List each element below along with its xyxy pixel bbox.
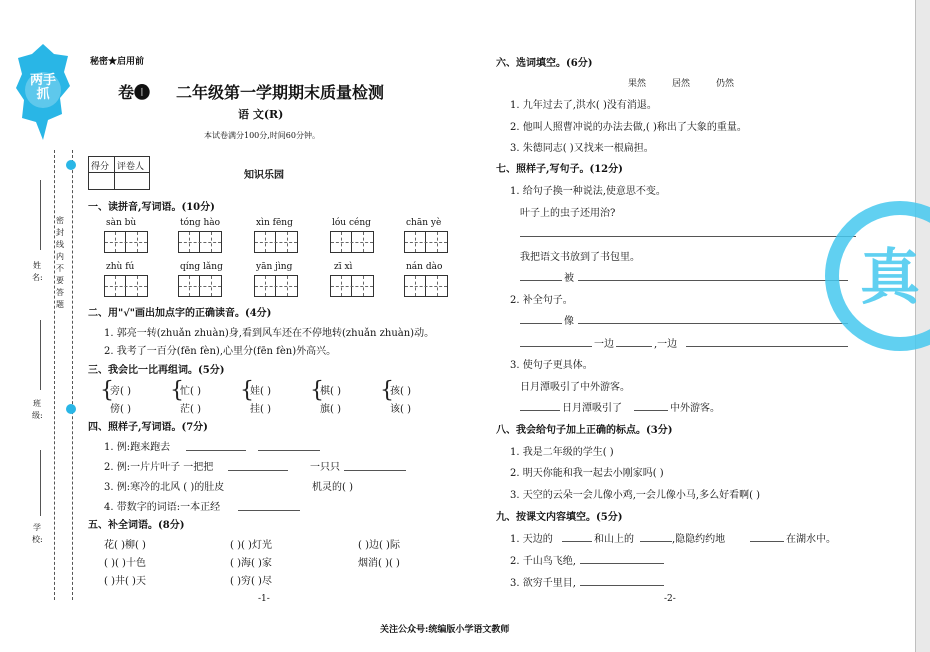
exam-subject: 语 文(R) bbox=[238, 108, 284, 121]
q5-cell[interactable]: 花( )柳( ) bbox=[104, 540, 146, 551]
q3-word[interactable]: 棋( ) bbox=[320, 386, 341, 397]
binding-hole-2 bbox=[66, 404, 76, 414]
q7-word: 一边 bbox=[594, 339, 614, 350]
q3-word[interactable]: 旁( ) bbox=[110, 386, 131, 397]
q9-text: 2. 千山鸟飞绝, bbox=[510, 556, 576, 567]
q6-item: 1. 九年过去了,洪水( )没有消退。 bbox=[510, 100, 657, 111]
q9-text: 在湖水中。 bbox=[786, 534, 836, 545]
q3-word[interactable]: 挂( ) bbox=[250, 404, 271, 415]
q7-example: 日月潭吸引了中外游客。 bbox=[520, 382, 630, 393]
answer-line[interactable] bbox=[634, 410, 668, 411]
stamp-text: 真 bbox=[860, 243, 920, 313]
q7-example: 我把语文书放到了书包里。 bbox=[520, 252, 640, 263]
q3-word[interactable]: 旗( ) bbox=[320, 404, 341, 415]
answer-line[interactable] bbox=[580, 585, 664, 586]
pinyin-label: nán dào bbox=[406, 262, 443, 272]
answer-line[interactable] bbox=[750, 541, 784, 542]
exam-volume: 卷❶ bbox=[118, 83, 151, 102]
q9-title: 九、按课文内容填空。(5分) bbox=[496, 512, 623, 523]
writing-grid[interactable] bbox=[330, 231, 374, 253]
binding-hole-1 bbox=[66, 160, 76, 170]
q5-cell[interactable]: ( )海( )家 bbox=[230, 558, 272, 569]
q7-word: 中外游客。 bbox=[670, 403, 720, 414]
q2-item: 2. 我考了一百分(fēn fèn),心里分(fēn fèn)外高兴。 bbox=[104, 346, 337, 357]
writing-grid[interactable] bbox=[178, 231, 222, 253]
q7-word: 日月潭吸引了 bbox=[562, 403, 622, 414]
pinyin-label: qíng lǎng bbox=[180, 262, 223, 272]
q9-text: ,隐隐约约地 bbox=[672, 534, 726, 545]
q4-item: 3. 例:寒冷的北风 ( )的肚皮 bbox=[104, 482, 225, 493]
q1-title: 一、读拼音,写词语。(10分) bbox=[88, 202, 215, 213]
name-label: 姓名: bbox=[32, 261, 43, 282]
answer-line[interactable] bbox=[520, 346, 592, 347]
score-col-label: 得分 bbox=[91, 162, 110, 172]
q6-item: 3. 朱德同志( )又找来一根扁担。 bbox=[510, 143, 654, 154]
q8-item: 1. 我是二年级的学生( ) bbox=[510, 447, 614, 458]
q7-item: 1. 给句子换一种说法,使意思不变。 bbox=[510, 186, 666, 197]
q7-example: 叶子上的虫子还用治? bbox=[520, 208, 616, 219]
q8-item: 3. 天空的云朵一会儿像小鸡,一会儿像小马,多么好看啊( ) bbox=[510, 490, 761, 501]
brace: { bbox=[100, 378, 114, 403]
score-table-vline bbox=[114, 157, 115, 189]
class-field[interactable] bbox=[40, 320, 41, 390]
pinyin-label: zhù fú bbox=[106, 262, 135, 272]
answer-line[interactable] bbox=[616, 346, 652, 347]
answer-line[interactable] bbox=[238, 510, 300, 511]
brace: { bbox=[310, 378, 324, 403]
q3-word[interactable]: 傍( ) bbox=[110, 404, 131, 415]
pinyin-label: sàn bù bbox=[106, 218, 137, 228]
answer-line[interactable] bbox=[578, 323, 848, 324]
answer-line[interactable] bbox=[562, 541, 592, 542]
q4-title: 四、照样子,写词语。(7分) bbox=[88, 422, 208, 433]
q8-title: 八、我会给句子加上正确的标点。(3分) bbox=[496, 425, 673, 436]
answer-line[interactable] bbox=[520, 410, 560, 411]
q5-title: 五、补全词语。(8分) bbox=[88, 520, 185, 531]
section-title: 知识乐园 bbox=[244, 170, 284, 181]
q6-title: 六、选词填空。(6分) bbox=[496, 58, 593, 69]
top-label: 秘密★启用前 bbox=[90, 57, 145, 67]
q3-word[interactable]: 茫( ) bbox=[180, 404, 201, 415]
q3-word[interactable]: 孩( ) bbox=[390, 386, 411, 397]
brace: { bbox=[170, 378, 184, 403]
answer-line[interactable] bbox=[640, 541, 672, 542]
logo-badge bbox=[14, 42, 72, 142]
q4-item-b: 一只只 bbox=[310, 462, 340, 473]
writing-grid[interactable] bbox=[254, 275, 298, 297]
answer-line[interactable] bbox=[258, 450, 320, 451]
footer-text: 关注公众号:统编版小学语文教师 bbox=[380, 625, 510, 635]
writing-grid[interactable] bbox=[104, 275, 148, 297]
q6-option: 仍然 bbox=[716, 79, 735, 89]
exam-title: 二年级第一学期期末质量检测 bbox=[176, 83, 385, 102]
q9-text: 1. 天边的 bbox=[510, 534, 553, 545]
writing-grid[interactable] bbox=[404, 275, 448, 297]
answer-line[interactable] bbox=[578, 280, 848, 281]
brace: { bbox=[240, 378, 254, 403]
q5-cell[interactable]: ( )边( )际 bbox=[358, 540, 400, 551]
stamp-watermark bbox=[818, 196, 930, 360]
page-number-1: -1- bbox=[258, 594, 270, 604]
writing-grid[interactable] bbox=[330, 275, 374, 297]
seal-text: 密封线内不要答题 bbox=[56, 216, 64, 309]
school-label: 学校: bbox=[32, 523, 43, 544]
pinyin-label: yān jìng bbox=[256, 262, 293, 272]
q5-cell[interactable]: 烟消( )( ) bbox=[358, 558, 400, 569]
q4-item: 2. 例:一片片叶子 一把把 bbox=[104, 462, 214, 473]
class-label: 班级: bbox=[32, 399, 43, 420]
name-field[interactable] bbox=[40, 180, 41, 250]
score-table-hline bbox=[89, 172, 149, 173]
binding-line-right bbox=[72, 150, 73, 600]
writing-grid[interactable] bbox=[104, 231, 148, 253]
logo-text: 两手抓 bbox=[30, 73, 57, 102]
grader-col-label: 评卷人 bbox=[117, 162, 145, 172]
q5-cell[interactable]: ( )穷( )尽 bbox=[230, 576, 272, 587]
score-table bbox=[88, 156, 150, 190]
answer-line[interactable] bbox=[520, 236, 856, 237]
page-number-2: -2- bbox=[664, 594, 676, 604]
q5-cell[interactable]: ( )井( )天 bbox=[104, 576, 146, 587]
writing-grid[interactable] bbox=[178, 275, 222, 297]
q3-word[interactable]: 忙( ) bbox=[180, 386, 201, 397]
writing-grid[interactable] bbox=[254, 231, 298, 253]
q7-title: 七、照样子,写句子。(12分) bbox=[496, 164, 623, 175]
q5-cell[interactable]: ( )( )十色 bbox=[104, 558, 146, 569]
school-field[interactable] bbox=[40, 450, 41, 516]
q2-title: 二、用"√"画出加点字的正确读音。(4分) bbox=[88, 308, 272, 319]
q7-item: 2. 补全句子。 bbox=[510, 295, 573, 306]
answer-line[interactable] bbox=[520, 280, 562, 281]
q7-word: 像 bbox=[564, 316, 574, 327]
exam-note: 本试卷满分100分,时间60分钟。 bbox=[204, 131, 320, 140]
answer-line[interactable] bbox=[344, 470, 406, 471]
q2-item: 1. 郭亮一转(zhuǎn zhuàn)身,看到风车还在不停地转(zhuǎn zhuàn)动。 bbox=[104, 328, 435, 339]
answer-line[interactable] bbox=[520, 323, 562, 324]
pinyin-label: chān yè bbox=[406, 218, 442, 228]
q6-option: 果然 bbox=[628, 79, 647, 89]
q8-item: 2. 明天你能和我一起去小刚家吗( ) bbox=[510, 468, 664, 479]
q4-item: 4. 带数字的词语:一本正经 bbox=[104, 502, 221, 513]
pinyin-label: zī xì bbox=[334, 262, 353, 272]
q7-item: 3. 使句子更具体。 bbox=[510, 360, 593, 371]
brace: { bbox=[380, 378, 394, 403]
answer-line[interactable] bbox=[228, 470, 288, 471]
pinyin-label: tóng hào bbox=[180, 218, 221, 228]
q6-option: 居然 bbox=[672, 79, 691, 89]
q7-word: 被 bbox=[564, 273, 574, 284]
pinyin-label: lóu céng bbox=[332, 218, 371, 228]
q3-word[interactable]: 娃( ) bbox=[250, 386, 271, 397]
q9-text: 和山上的 bbox=[594, 534, 634, 545]
q7-word: ,一边 bbox=[654, 339, 678, 350]
answer-line[interactable] bbox=[580, 563, 664, 564]
q9-text: 3. 欲穷千里目, bbox=[510, 578, 576, 589]
q4-item-b: 机灵的( ) bbox=[312, 482, 353, 493]
q3-word[interactable]: 该( ) bbox=[390, 404, 411, 415]
pinyin-label: xìn fēng bbox=[256, 218, 293, 228]
q3-title: 三、我会比一比再组词。(5分) bbox=[88, 365, 225, 376]
q6-item: 2. 他叫人照曹冲说的办法去做,( )称出了大象的重量。 bbox=[510, 122, 747, 133]
answer-line[interactable] bbox=[186, 450, 246, 451]
writing-grid[interactable] bbox=[404, 231, 448, 253]
q5-cell[interactable]: ( )( )灯光 bbox=[230, 540, 272, 551]
q4-item: 1. 例:跑来跑去 bbox=[104, 442, 171, 453]
